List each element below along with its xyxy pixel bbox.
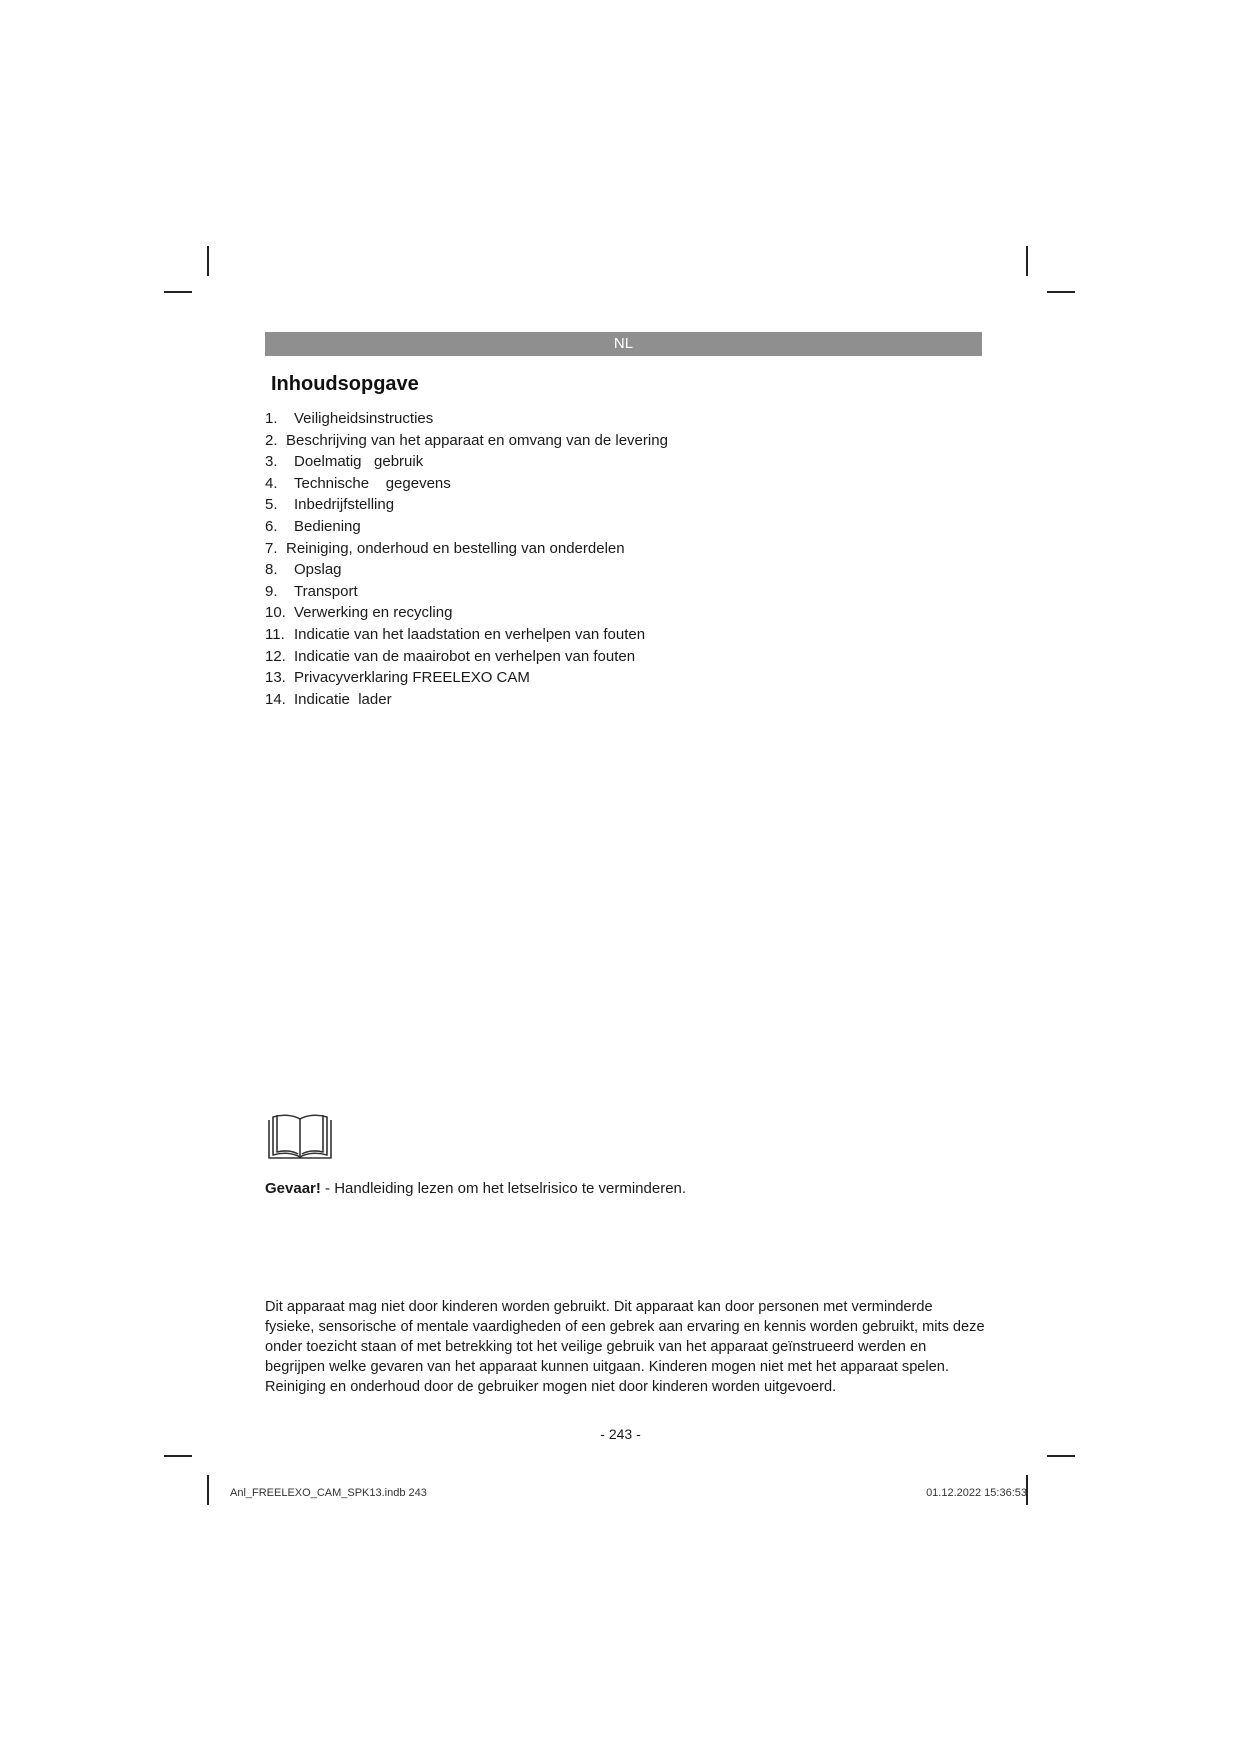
toc-item[interactable]: 5. Inbedrijfstelling	[265, 496, 395, 514]
warning-text: - Handleiding lezen om het letselrisico te verminderen.	[320, 1180, 687, 1197]
crop-mark	[164, 291, 192, 293]
safety-paragraph: Reiniging en onderhoud door de gebruiker mogen niet door kinderen worden uitgevoerd.	[265, 1379, 837, 1395]
toc-item[interactable]: 13. Privacyverklaring FREELEXO CAM	[265, 669, 530, 687]
toc-item[interactable]: 14. Indicatie lader	[265, 690, 392, 708]
crop-mark	[1026, 246, 1028, 276]
crop-mark	[207, 1475, 209, 1505]
warning-label: Gevaar!	[265, 1180, 321, 1197]
toc-item[interactable]: 10. Verwerking en recycling	[265, 604, 453, 622]
toc-title: Inhoudsopgave	[271, 373, 419, 395]
toc-item[interactable]: 1. Veiligheidsinstructies	[265, 410, 434, 427]
safety-notice	[265, 1297, 985, 1397]
footer-datetime: 01.12.2022 15:36:53	[926, 1487, 1027, 1499]
table-of-contents	[265, 408, 668, 710]
toc-item[interactable]: 3. Doelmatig gebruik	[265, 453, 424, 471]
toc-item[interactable]: 4. Technische gegevens	[265, 474, 451, 492]
toc-item[interactable]: 7. Reiniging, onderhoud en bestelling van onderdelen	[265, 539, 625, 557]
crop-mark	[207, 246, 209, 276]
footer-filename: Anl_FREELEXO_CAM_SPK13.indb 243	[230, 1487, 427, 1499]
page-number: - 243 -	[600, 1426, 641, 1442]
open-book-icon	[267, 1112, 333, 1160]
toc-item[interactable]: 9. Transport	[265, 582, 358, 600]
toc-item[interactable]: 11. Indicatie van het laadstation en verhelpen van fouten	[265, 625, 646, 643]
crop-mark	[164, 1455, 192, 1457]
toc-item[interactable]: 8. Opslag	[265, 561, 342, 579]
language-tab: NL	[265, 332, 982, 356]
toc-item[interactable]: 2. Beschrijving van het apparaat en omvang van de levering	[265, 431, 668, 449]
toc-item[interactable]: 12. Indicatie van de maairobot en verhelpen van fouten	[265, 647, 636, 665]
crop-mark	[1047, 291, 1075, 293]
warning-note	[265, 1179, 686, 1199]
toc-item[interactable]: 6. Bediening	[265, 517, 361, 535]
safety-paragraph: Dit apparaat mag niet door kinderen worden gebruikt. Dit apparaat kan door personen met verminderde fysieke, sensorische of mentale vaardigheden of een gebrek aan ervaring en kennis worden gebruikt, mits deze onder toezicht staan of met betrekking tot het veilige gebruik van het apparaat geïnstrueerd werden en begrijpen welke gevaren van het apparaat kunnen uitgaan. Kinderen mogen niet met het apparaat spelen.	[265, 1299, 985, 1375]
crop-mark	[1047, 1455, 1075, 1457]
